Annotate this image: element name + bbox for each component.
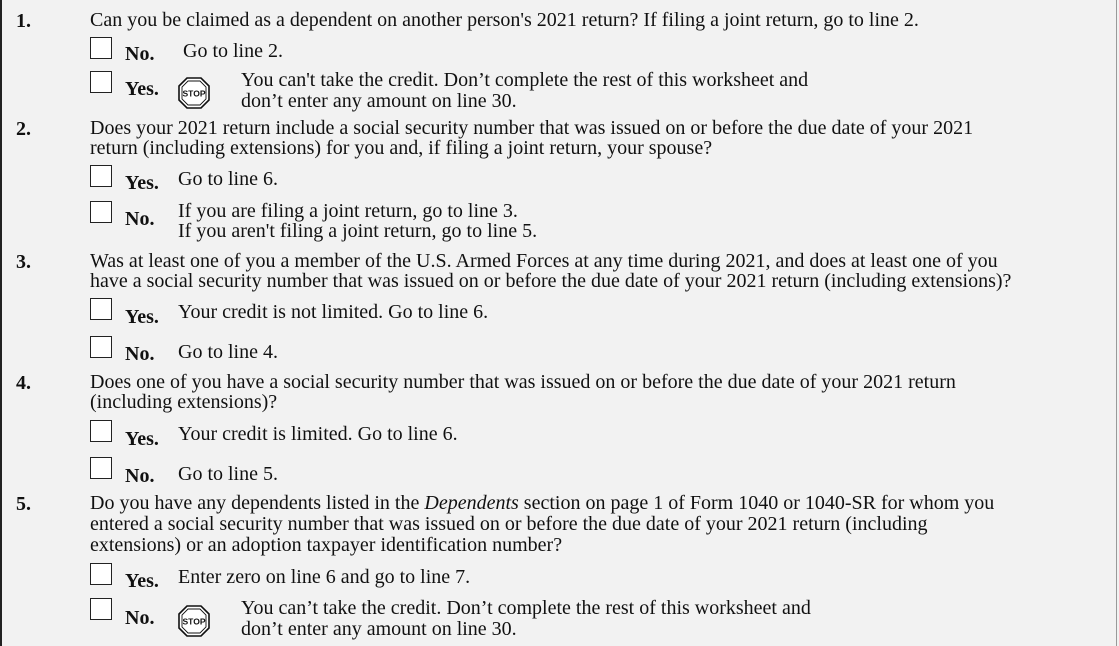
line-5-question-2: entered a social security number that was issued on or before the due date of your 2021 return (including — [90, 513, 928, 535]
line-1-no-text: Go to line 2. — [183, 40, 283, 62]
stop-sign-icon — [177, 76, 211, 110]
line-4-yes-checkbox[interactable] — [90, 420, 112, 442]
line-number-4: 4. — [16, 372, 31, 394]
line-4-question-2: (including extensions)? — [90, 391, 278, 413]
line-4-question-1: Does one of you have a social security number that was issued on or before the due date of your 2021 return — [90, 371, 956, 393]
line-3-question-1: Was at least one of you a member of the U.S. Armed Forces at any time during 2021, and does at least one of you — [90, 250, 998, 272]
line-3-question-2: have a social security number that was issued on or before the due date of your 2021 return (including extensions)? — [90, 270, 1012, 292]
line-5-no-text-1: You can’t take the credit. Don’t complete the rest of this worksheet and — [241, 597, 811, 619]
line-4-yes-label: Yes. — [125, 428, 159, 450]
line-4-no-text: Go to line 5. — [178, 463, 278, 485]
line-4-no-label: No. — [125, 465, 155, 487]
line-1-question: Can you be claimed as a dependent on another person's 2021 return? If filing a joint return, go to line 2. — [90, 9, 919, 31]
line-5-yes-checkbox[interactable] — [90, 563, 112, 585]
line-2-no-text-2: If you aren't filing a joint return, go to line 5. — [178, 220, 538, 242]
line-2-question-2: return (including extensions) for you and, if filing a joint return, your spouse? — [90, 137, 713, 159]
line-2-no-text-1: If you are filing a joint return, go to line 3. — [178, 200, 518, 222]
line-5-question-1 — [90, 493, 1110, 514]
line-5-yes-label: Yes. — [125, 570, 159, 592]
line-2-no-checkbox[interactable] — [90, 201, 112, 223]
line-number-5: 5. — [16, 493, 31, 515]
stop-sign-text: STOP — [182, 616, 206, 627]
stop-sign-icon — [177, 604, 211, 638]
line-2-yes-checkbox[interactable] — [90, 165, 112, 187]
line-5-question-1a: Do you have any dependents listed in the — [90, 492, 425, 514]
line-5-question-1b: section on page 1 of Form 1040 or 1040-SR for whom you — [518, 492, 995, 514]
line-2-yes-label: Yes. — [125, 172, 159, 194]
line-3-no-checkbox[interactable] — [90, 336, 112, 358]
line-number-3: 3. — [16, 251, 31, 273]
line-3-yes-label: Yes. — [125, 306, 159, 328]
line-3-no-text: Go to line 4. — [178, 341, 278, 363]
line-5-question-dependents: Dependents — [424, 492, 519, 514]
line-number-2: 2. — [16, 118, 31, 140]
line-2-question-1: Does your 2021 return include a social security number that was issued on or before the due date of your 2021 — [90, 117, 974, 139]
line-1-no-checkbox[interactable] — [90, 37, 112, 59]
line-4-no-checkbox[interactable] — [90, 457, 112, 479]
line-3-no-label: No. — [125, 343, 155, 365]
line-5-question-3: extensions) or an adoption taxpayer identification number? — [90, 534, 563, 556]
line-number-1: 1. — [16, 10, 31, 32]
line-4-yes-text: Your credit is limited. Go to line 6. — [178, 423, 458, 445]
line-5-no-text-2: don’t enter any amount on line 30. — [241, 618, 517, 640]
line-5-no-label: No. — [125, 607, 155, 629]
line-3-yes-checkbox[interactable] — [90, 298, 112, 320]
stop-sign-text: STOP — [182, 88, 206, 99]
line-5-yes-text: Enter zero on line 6 and go to line 7. — [178, 566, 471, 588]
line-2-yes-text: Go to line 6. — [178, 168, 278, 190]
line-1-no-label: No. — [125, 43, 155, 65]
line-3-yes-text: Your credit is not limited. Go to line 6. — [178, 301, 489, 323]
line-1-yes-checkbox[interactable] — [90, 71, 112, 93]
line-1-yes-text-2: don’t enter any amount on line 30. — [241, 90, 517, 112]
line-1-yes-text-1: You can't take the credit. Don’t complete the rest of this worksheet and — [241, 69, 809, 91]
line-2-no-label: No. — [125, 208, 155, 230]
line-1-yes-label: Yes. — [125, 78, 159, 100]
line-5-no-checkbox[interactable] — [90, 598, 112, 620]
